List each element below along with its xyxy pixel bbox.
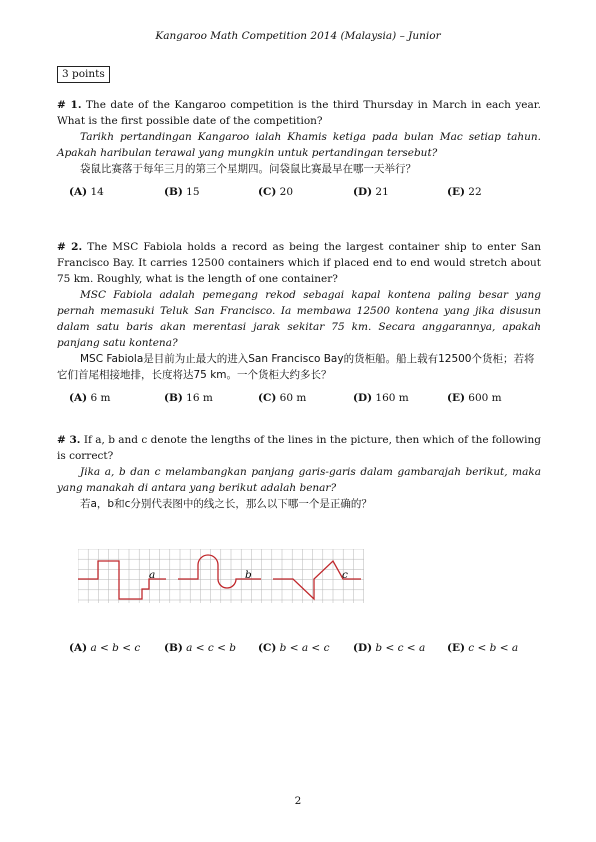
label-c: c xyxy=(342,569,348,581)
option-a[interactable]: (A) 14 xyxy=(69,186,104,198)
option-b[interactable]: (B) 16 m xyxy=(164,392,213,404)
question-1-english xyxy=(57,97,541,129)
question-3-answers xyxy=(57,640,541,656)
option-b[interactable]: (B) 15 xyxy=(164,186,200,198)
option-e[interactable]: (E) c < b < a xyxy=(447,642,519,654)
option-d[interactable]: (D) 160 m xyxy=(353,392,409,404)
question-3-options xyxy=(57,640,541,656)
points-label: 3 points xyxy=(57,66,110,83)
question-3-text-en: If a, b and c denote the lengths of the lines in the picture, then which of the following is correct? xyxy=(57,434,541,462)
page-header: Kangaroo Math Competition 2014 (Malaysia) – Junior xyxy=(155,30,441,42)
question-3 xyxy=(57,432,541,512)
option-d[interactable]: (D) b < c < a xyxy=(353,642,426,654)
option-a[interactable]: (A) a < b < c xyxy=(69,642,141,654)
question-3-text-ms: Jika a, b dan c melambangkan panjang garis-garis dalam gambarajah berikut, maka yang manakah di antara yang berikut adalah benar? xyxy=(57,466,541,494)
question-2 xyxy=(57,239,541,406)
label-a: a xyxy=(149,569,156,581)
question-2-text-en: The MSC Fabiola holds a record as being the largest container ship to enter San Francisco Bay. It carries 12500 containers which if placed end to end would stretch about 75 km. Roughly, what is the length of one container? xyxy=(57,241,542,285)
option-d[interactable]: (D) 21 xyxy=(353,186,389,198)
question-3-number: # 3. xyxy=(57,434,81,446)
option-a[interactable]: (A) 6 m xyxy=(69,392,111,404)
question-3-text-zh: 若a，b和c分别代表图中的线之长，那么以下哪一个是正确的？ xyxy=(80,498,372,510)
question-1-text-ms: Tarikh pertandingan Kangaroo ialah Khamis ketiga pada bulan Mac setiap tahun. Apakah haribulan terawal yang mungkin untuk pertandingan tersebut? xyxy=(57,131,541,159)
question-1 xyxy=(57,97,541,200)
question-1-options xyxy=(57,184,541,200)
page-number: 2 xyxy=(294,795,302,807)
figure-grid xyxy=(78,549,364,603)
option-c[interactable]: (C) 60 m xyxy=(258,392,307,404)
question-2-text-ms: MSC Fabiola adalah pemegang rekod sebagai kapal kontena paling besar yang pernah memasuki Teluk San Francisco. Ia membawa 12500 kontena yang jika disusun dalam satu baris akan merentasi jarak sekitar 75 km. Secara anggarannya, apakah panjang satu kontena? xyxy=(57,289,541,349)
option-e[interactable]: (E) 600 m xyxy=(447,392,502,404)
question-3-english xyxy=(57,432,541,464)
option-c[interactable]: (C) 20 xyxy=(258,186,294,198)
question-2-english xyxy=(57,239,541,287)
option-b[interactable]: (B) a < c < b xyxy=(164,642,236,654)
option-c[interactable]: (C) b < a < c xyxy=(258,642,330,654)
option-e[interactable]: (E) 22 xyxy=(447,186,482,198)
question-2-text-zh: MSC Fabiola是目前为止最大的进入San Francisco Bay的货柜船。船上载有12500个货柜；若将它们首尾相接地排，长度将达75 km。一个货柜大约多长？ xyxy=(57,353,535,381)
line-lengths-figure xyxy=(78,549,364,603)
question-2-number: # 2. xyxy=(57,241,83,253)
label-b: b xyxy=(245,569,252,581)
question-2-options xyxy=(57,390,541,406)
question-1-text-en: The date of the Kangaroo competition is the third Thursday in March in each year. What is the first possible date of the competition? xyxy=(57,99,541,127)
question-1-text-zh: 袋鼠比赛落于每年三月的第三个星期四。问袋鼠比赛最早在哪一天举行？ xyxy=(80,163,416,175)
question-1-number: # 1. xyxy=(57,99,82,111)
figure-lines xyxy=(78,555,361,599)
